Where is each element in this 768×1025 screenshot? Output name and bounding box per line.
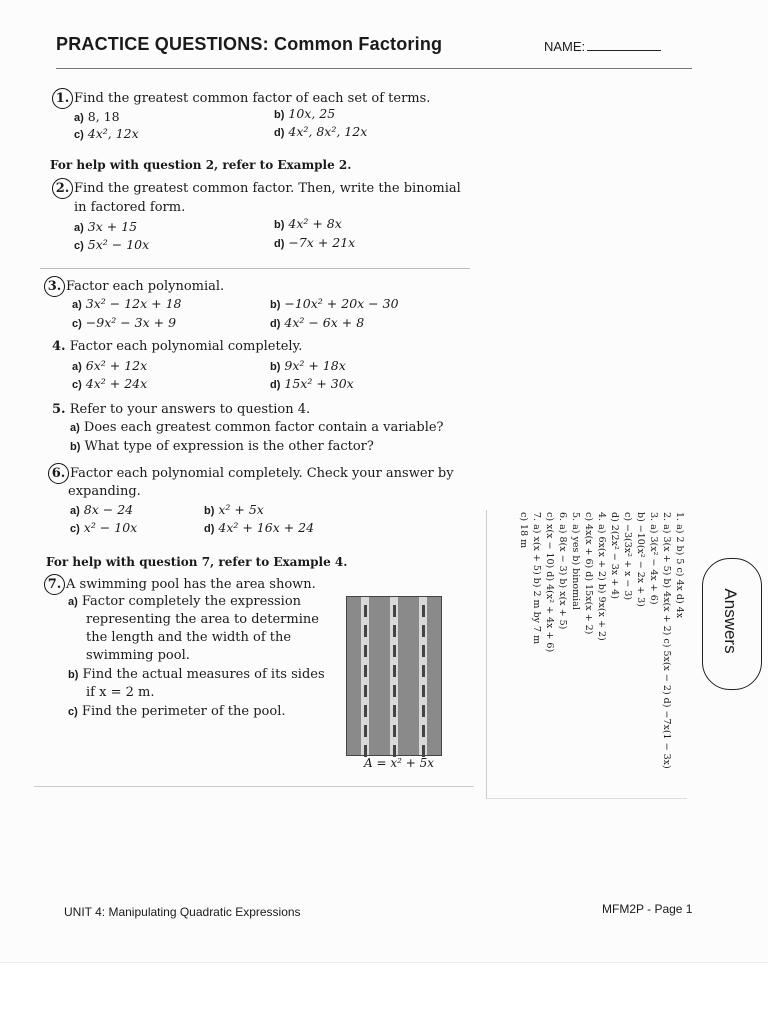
q7-part-a-line4: swimming pool. [86,648,190,663]
question-3 [44,276,224,297]
question-number: 5. [52,402,66,417]
q5-part-a: a) Does each greatest common factor contain a variable? [70,420,444,435]
q7-part-b: b) Find the actual measures of its sides [68,667,325,682]
q1-part-d: d) 4x², 8x², 12x [274,124,368,139]
answers-stamp-label: Answers [721,588,740,654]
answer-line: c) 4x(x + 6) d) 15x(x + 2) [583,512,594,635]
answer-line: 7. a) x(x + 5) b) 2 m by 7 m [531,512,542,645]
section-rule [40,268,470,269]
question-number: 4. [52,339,66,354]
help-note-q7: For help with question 7, refer to Example 4. [46,555,348,569]
question-text: A swimming pool has the area shown. [66,577,316,592]
answer-line: d) 2(2x² − 3x + 4) [609,512,620,599]
q3-part-c: c) −9x² − 3x + 9 [72,315,177,330]
answer-key [486,512,686,798]
question-4 [52,338,302,356]
q7-part-b-line2: if x = 2 m. [86,685,155,700]
name-blank [587,38,661,51]
answer-line: 5. a) yes b) binomial [570,512,581,610]
name-label: NAME: [544,39,586,54]
answer-line: c) 18 m [518,512,529,549]
q7-part-a: a) Factor completely the expression [68,594,302,609]
pool-lane-marker [361,597,369,755]
q7-part-c: c) Find the perimeter of the pool. [68,704,286,719]
question-2-cont: in factored form. [74,200,186,215]
answer-line: 6. a) 8(x − 3) b) x(x + 5) [557,512,568,630]
q1-part-b: b) 10x, 25 [274,106,336,121]
section-rule [34,786,474,787]
answer-line: 4. a) 6x(x + 2) b) 9x(x + 2) [596,512,607,641]
question-2 [52,178,461,199]
help-note-q2: For help with question 2, refer to Example 2. [50,158,352,172]
question-5 [52,401,310,419]
q7-part-a-line2: representing the area to determine [86,612,319,627]
question-text: Find the greatest common factor. Then, write the binomial [74,181,461,196]
q2-part-c: c) 5x² − 10x [74,237,150,252]
question-text: Find the greatest common factor of each set of terms. [74,91,431,106]
q2-part-b: b) 4x² + 8x [274,216,342,231]
name-field [544,38,661,54]
footer-unit-title: UNIT 4: Manipulating Quadratic Expressions [64,905,301,919]
answer-line: 2. a) 3(x + 5) b) 4x(x + 2) c) 5x(x − 2) d) −7x(1 − 3x) [661,512,672,769]
answer-line: 1. a) 2 b) 5 c) 4x d) 4x [674,512,685,619]
question-text: Factor each polynomial completely. Check your answer by [70,466,454,481]
q6-part-c: c) x² − 10x [70,520,138,535]
pool-lane-marker [419,597,427,755]
question-number: 2. [52,178,73,199]
q4-part-b: b) 9x² + 18x [270,358,346,373]
q7-part-a-line3: the length and the width of the [86,630,292,645]
q3-part-d: d) 4x² − 6x + 8 [270,315,365,330]
question-6-cont: expanding. [68,484,141,499]
q4-part-a: a) 6x² + 12x [72,358,148,373]
q4-part-d: d) 15x² + 30x [270,376,354,391]
q2-part-d: d) −7x + 21x [274,235,356,250]
question-7 [44,574,316,595]
swimming-pool-diagram [346,596,442,756]
answer-line: c) −3(3x² + x − 3) [622,512,633,601]
pool-lane-marker [390,597,398,755]
footer-page-number: MFM2P - Page 1 [602,902,693,916]
pool-area-caption: A = x² + 5x [364,756,435,770]
page-title: PRACTICE QUESTIONS: Common Factoring [56,34,443,54]
q1-part-c: c) 4x², 12x [74,126,139,141]
question-text: Refer to your answers to question 4. [69,402,311,417]
scan-bottom-margin [0,962,768,1025]
q5-part-b: b) What type of expression is the other factor? [70,439,374,454]
question-number: 3. [44,276,65,297]
q1-part-a: a) 8, 18 [74,109,120,124]
q2-part-a: a) 3x + 15 [74,219,138,234]
question-number: 7. [44,574,65,595]
answer-line: c) x(x − 10) d) 4(x² + 4x + 6) [544,512,555,653]
answer-line: b) −10(x² − 2x + 3) [635,512,646,607]
q6-part-b: b) x² + 5x [204,502,264,517]
question-text: Factor each polynomial. [66,279,225,294]
header-rule [56,68,692,69]
question-number: 1. [52,88,73,109]
q3-part-a: a) 3x² − 12x + 18 [72,296,182,311]
question-text: Factor each polynomial completely. [69,339,303,354]
q4-part-c: c) 4x² + 24x [72,376,148,391]
q6-part-a: a) 8x − 24 [70,502,134,517]
answer-line: 3. a) 3(x² − 4x + 6) [648,512,659,605]
q3-part-b: b) −10x² + 20x − 30 [270,296,399,311]
question-1 [52,88,430,109]
q6-part-d: d) 4x² + 16x + 24 [204,520,315,535]
question-6 [48,463,454,484]
answers-stamp [702,558,762,690]
question-number: 6. [48,463,69,484]
